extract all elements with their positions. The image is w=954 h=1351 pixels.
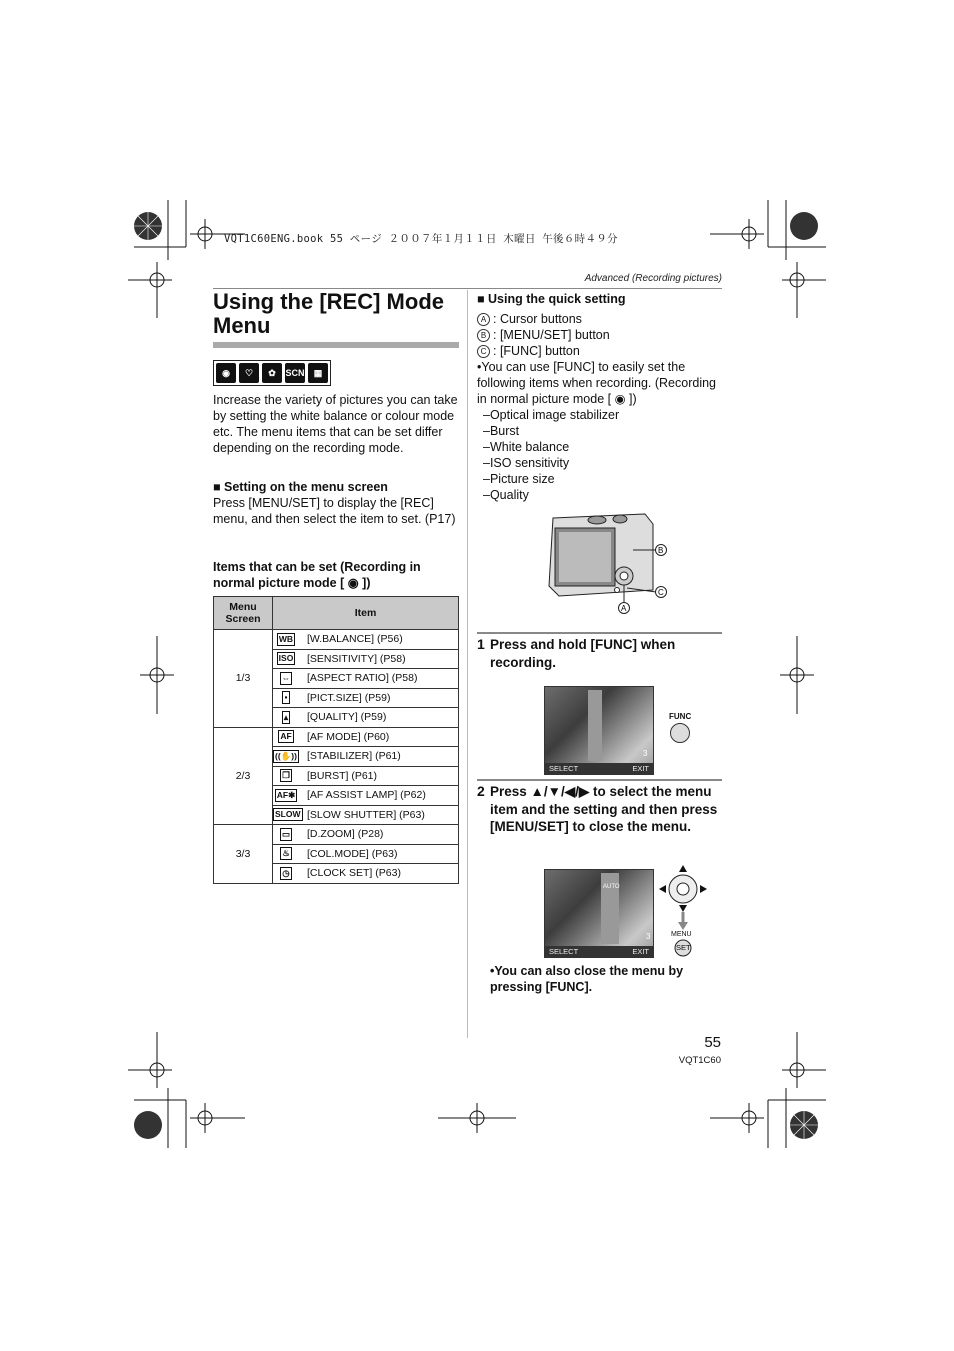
- item-cell: [273, 747, 459, 767]
- motion-picture-mode-icon: ▦: [308, 363, 328, 383]
- items-heading: [213, 559, 459, 591]
- item-cell: [273, 805, 459, 825]
- setting-heading: ■ Setting on the menu screen: [213, 480, 388, 494]
- marker-c: C: [477, 345, 490, 358]
- item-cell: [273, 727, 459, 747]
- lcd-exit-label: EXIT: [632, 947, 649, 956]
- legend-a-text: : Cursor buttons: [493, 312, 582, 326]
- menu-item-icon: [273, 828, 299, 841]
- page-number: 55: [704, 1034, 721, 1051]
- menu-item-icon: [273, 789, 299, 802]
- menu-item-icon: [273, 808, 299, 821]
- quick-list-item: –Picture size: [483, 472, 555, 486]
- left-arrow-icon: [659, 885, 666, 893]
- quick-bullet-text: •You can use [FUNC] to easily set the following items when recording. (Recording in normal picture mode [: [477, 360, 717, 406]
- menu-item-icon: [273, 867, 299, 880]
- item-header: Item: [273, 597, 459, 630]
- close-menu-note: •You can also close the menu by pressing [FUNC].: [490, 964, 684, 994]
- menu-item-label: [D.ZOOM] (P28): [307, 828, 384, 841]
- menu-item-label: [STABILIZER] (P61): [307, 750, 401, 763]
- menu-item-icon-glyph: AF: [280, 731, 292, 742]
- lcd-auto-label: AUTO: [603, 884, 620, 890]
- quick-bullet-end: ]): [628, 392, 637, 406]
- marker-b: B: [477, 329, 490, 342]
- item-cell: [273, 766, 459, 786]
- menu-item-label: [SLOW SHUTTER] (P63): [307, 808, 425, 821]
- lcd-count: 3: [646, 932, 651, 941]
- lcd-screen-1: [544, 686, 654, 775]
- item-cell: [273, 688, 459, 708]
- callout-c: C: [658, 588, 664, 597]
- lcd-select-label: SELECT: [549, 764, 579, 773]
- menu-item-icon-glyph: ♨: [282, 848, 290, 859]
- menu-item-icon-glyph: SLOW: [275, 809, 301, 820]
- camera-mode-icon: ◉: [216, 363, 236, 383]
- menu-item-label: [BURST] (P61): [307, 769, 378, 782]
- menu-item-label: [SENSITIVITY] (P58): [307, 652, 406, 665]
- menu-item-icon-glyph: ISO: [278, 653, 294, 664]
- lcd-status-bar: [545, 946, 653, 957]
- menu-item-icon: [273, 711, 299, 724]
- quick-heading: ■ Using the quick setting: [477, 292, 626, 306]
- quick-legend-c: [477, 343, 580, 359]
- step-text: Press and hold [FUNC] when recording.: [490, 637, 676, 670]
- step-text: Press ▲/▼/◀/▶ to select the menu item and the setting and then press [MENU/SET] to close the menu.: [490, 784, 718, 834]
- down-arrow-icon: [679, 905, 687, 912]
- camera-icon: ◉: [614, 392, 626, 406]
- menu-item-icon-glyph: AF✱: [276, 789, 296, 800]
- step-2: [477, 783, 722, 836]
- menu-item-icon-glyph: WB: [278, 633, 294, 644]
- item-cell: [273, 844, 459, 864]
- quick-bullet: [477, 359, 722, 407]
- menu-item-icon-glyph: ▭: [281, 828, 291, 839]
- macro-mode-icon: ✿: [262, 363, 282, 383]
- setting-body: Press [MENU/SET] to display the [REC] menu, and then select the item to set. (P17): [213, 496, 456, 526]
- quick-legend-b: [477, 327, 610, 343]
- intro-text: Increase the variety of pictures you can take by setting the white balance or colour mode etc. The menu items that can be set differ depending on the recording mode.: [213, 393, 458, 455]
- model-code: VQT1C60: [678, 1055, 721, 1066]
- func-button-icon: [670, 723, 690, 743]
- quick-list-item: –White balance: [483, 440, 570, 454]
- section-label: Advanced (Recording pictures): [584, 273, 722, 284]
- step-number: 2: [477, 783, 485, 799]
- lcd-menu-column: [588, 690, 602, 761]
- table-row: [214, 727, 459, 747]
- item-cell: [273, 669, 459, 689]
- step-1: [477, 636, 722, 671]
- step-number: 1: [477, 636, 485, 652]
- menu-item-label: [QUALITY] (P59): [307, 711, 387, 724]
- quick-list-item: –Optical image stabilizer: [483, 408, 620, 422]
- menu-item-label: [CLOCK SET] (P63): [307, 867, 401, 880]
- legend-b-text: : [MENU/SET] button: [493, 328, 610, 342]
- menu-item-label: [AF ASSIST LAMP] (P62): [307, 789, 426, 802]
- camera-icon: ◉: [347, 576, 359, 590]
- item-cell: [273, 708, 459, 728]
- menu-item-icon-glyph: ◷: [282, 867, 290, 878]
- menu-item-label: [COL.MODE] (P63): [307, 847, 398, 860]
- menu-item-label: [PICT.SIZE] (P59): [307, 691, 391, 704]
- menu-screen-cell: 2/3: [214, 727, 273, 825]
- lcd-status-bar: [545, 763, 653, 774]
- menu-item-icon: [273, 672, 299, 685]
- menu-item-icon-glyph: ❐: [282, 770, 290, 781]
- lcd-photo: [545, 870, 653, 957]
- title-underline: [213, 342, 459, 348]
- marker-a: A: [477, 313, 490, 326]
- table-row: [214, 630, 459, 650]
- scene-mode-icon: SCN: [285, 363, 305, 383]
- menu-item-label: [AF MODE] (P60): [307, 730, 390, 743]
- menu-screen-cell: 3/3: [214, 825, 273, 884]
- page-title: Using the [REC] Mode Menu: [213, 289, 444, 338]
- menu-label: MENU: [671, 931, 692, 938]
- rec-menu-table: [213, 596, 459, 884]
- items-heading-text: Items that can be set (Recording in normal picture mode [: [213, 560, 421, 590]
- quick-list-item: –Burst: [483, 424, 520, 438]
- callout-a: A: [621, 604, 627, 613]
- menu-item-label: [ASPECT RATIO] (P58): [307, 672, 418, 685]
- menu-item-icon: [273, 652, 299, 665]
- camera-back-illustration: [545, 510, 670, 618]
- quick-list: [483, 407, 619, 503]
- file-header: VQT1C60ENG.book 55 ページ ２００７年１月１１日 木曜日 午後６時４９分: [224, 233, 618, 245]
- mode-icons: [213, 360, 331, 386]
- step-1-rule: [477, 632, 722, 634]
- menu-item-icon: [273, 847, 299, 860]
- step-2-rule: [477, 779, 722, 781]
- right-arrow-icon: [700, 885, 707, 893]
- menu-item-icon-glyph: ((✋)): [275, 750, 297, 761]
- lcd-count: 3: [643, 749, 648, 758]
- menu-item-icon-glyph: ⇔: [281, 672, 291, 683]
- lcd-screen-2: [544, 869, 654, 958]
- column-divider: [467, 290, 468, 1038]
- quick-list-item: –ISO sensitivity: [483, 456, 570, 470]
- menu-screen-header: Menu Screen: [214, 597, 273, 630]
- item-cell: [273, 864, 459, 884]
- func-label: FUNC: [669, 712, 692, 721]
- up-arrow-icon: [679, 865, 687, 872]
- quick-legend-a: [477, 311, 582, 327]
- quick-list-item: –Quality: [483, 488, 529, 502]
- set-label: SET: [676, 943, 691, 952]
- item-cell: [273, 630, 459, 650]
- item-cell: [273, 825, 459, 845]
- menu-screen-cell: 1/3: [214, 630, 273, 728]
- simple-mode-icon: ♡: [239, 363, 259, 383]
- table-row: [214, 825, 459, 845]
- callout-b: B: [658, 546, 664, 555]
- menu-item-icon: [273, 691, 299, 704]
- menu-item-icon-glyph: ▪: [284, 692, 288, 703]
- lcd-exit-label: EXIT: [632, 764, 649, 773]
- items-heading-end: ]): [362, 576, 371, 590]
- lcd-select-label: SELECT: [549, 947, 579, 956]
- legend-c-text: : [FUNC] button: [493, 344, 580, 358]
- item-cell: [273, 786, 459, 806]
- menu-item-icon: [273, 633, 299, 646]
- menu-item-label: [W.BALANCE] (P56): [307, 633, 403, 646]
- item-cell: [273, 649, 459, 669]
- menu-item-icon: [273, 769, 299, 782]
- menu-item-icon: [273, 730, 299, 743]
- menu-item-icon-glyph: ▴: [283, 711, 289, 722]
- menu-item-icon: [273, 750, 299, 763]
